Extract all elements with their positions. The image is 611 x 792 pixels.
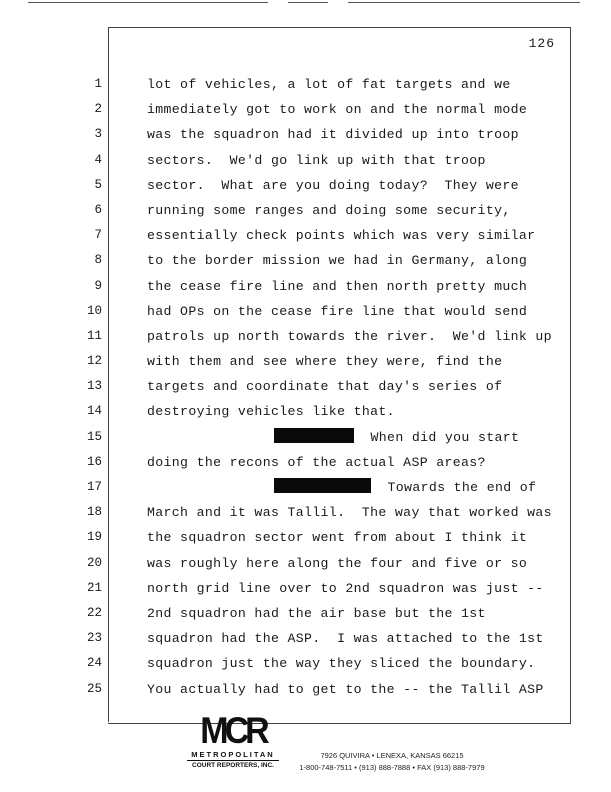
line-number: 8: [94, 253, 102, 268]
transcript-line: running some ranges and doing some security,: [147, 202, 511, 218]
logo-mark: MCR: [200, 710, 266, 752]
transcript-line: You actually had to get to the -- the Tallil ASP: [147, 681, 544, 697]
line-number: 15: [86, 429, 102, 444]
line-number: 3: [94, 127, 102, 142]
line-number: 1: [94, 77, 102, 91]
logo-company-name: METROPOLITAN: [191, 750, 275, 759]
line-number: 17: [86, 480, 102, 494]
transcript-line: was roughly here along the four and five or so: [147, 555, 528, 571]
speaker-question: When did you start: [370, 429, 520, 445]
line-number: 20: [86, 555, 102, 570]
line-number: 10: [86, 303, 102, 318]
transcript-line: sectors. We'd go link up with that troop: [147, 152, 486, 168]
line-number: 13: [86, 379, 102, 394]
top-rule-left: [28, 2, 268, 3]
margin-line: [108, 27, 109, 722]
line-number: 7: [94, 228, 102, 243]
transcript-line: squadron just the way they sliced the boundary.: [147, 656, 536, 672]
transcript-line-speaker: [147, 475, 567, 500]
redaction-bar: [274, 428, 354, 443]
company-logo: [187, 710, 279, 769]
transcript-line: was the squadron had it divided up into troop: [147, 127, 519, 143]
transcript-line-speaker: [147, 425, 567, 450]
line-number: 2: [94, 102, 102, 117]
page-number: 126: [528, 36, 555, 51]
transcript-line: immediately got to work on and the normal mode: [147, 102, 528, 118]
redaction-bar: [274, 478, 371, 493]
line-number: 23: [86, 631, 102, 646]
line-number: 16: [86, 454, 102, 469]
line-number: 25: [86, 681, 102, 696]
line-number: 22: [86, 605, 102, 620]
line-number: 18: [86, 505, 102, 520]
transcript-line: had OPs on the cease fire line that would send: [147, 303, 528, 319]
line-number: 24: [86, 656, 102, 671]
transcript-line: sector. What are you doing today? They were: [147, 177, 519, 193]
line-number: 19: [86, 530, 102, 545]
line-number: 21: [86, 580, 102, 595]
line-number: 6: [94, 202, 102, 217]
transcript-line: squadron had the ASP. I was attached to the 1st: [147, 631, 544, 647]
line-number: 5: [94, 177, 102, 192]
speaker-answer: Towards the end of: [387, 480, 537, 495]
line-number: 11: [86, 328, 102, 343]
top-rule-mid: [288, 2, 328, 3]
line-number: 4: [94, 152, 102, 167]
logo-company-subtitle: COURT REPORTERS, INC.: [187, 760, 279, 769]
line-number: 14: [86, 404, 102, 419]
transcript-line: March and it was Tallil. The way that worked was: [147, 505, 552, 521]
line-number: 12: [86, 354, 102, 369]
transcript-line: lot of vehicles, a lot of fat targets and we: [147, 77, 511, 92]
transcript-line: essentially check points which was very similar: [147, 228, 536, 244]
transcript-line: destroying vehicles like that.: [147, 404, 395, 420]
transcript-line: the cease fire line and then north pretty much: [147, 278, 528, 294]
transcript-line: targets and coordinate that day's series of: [147, 379, 503, 395]
line-numbers: [0, 72, 104, 702]
top-rule-right: [348, 2, 580, 3]
transcript-line: north grid line over to 2nd squadron was just --: [147, 580, 544, 596]
footer-contact: [282, 750, 502, 774]
transcript-line: patrols up north towards the river. We'd link up: [147, 328, 552, 344]
transcript-line: 2nd squadron had the air base but the 1st: [147, 605, 486, 621]
transcript-line: doing the recons of the actual ASP areas?: [147, 454, 486, 470]
footer-address: 7926 QUIVIRA • LENEXA, KANSAS 66215: [320, 751, 464, 760]
footer-phones: 1-800-748-7511 • (913) 888-7888 • FAX (913) 888-7979: [299, 763, 485, 772]
transcript-line: to the border mission we had in Germany, along: [147, 253, 528, 269]
transcript-line: with them and see where they were, find the: [147, 354, 503, 370]
line-number: 9: [94, 278, 102, 293]
transcript-text: [147, 72, 567, 702]
transcript-line: the squadron sector went from about I think it: [147, 530, 528, 546]
